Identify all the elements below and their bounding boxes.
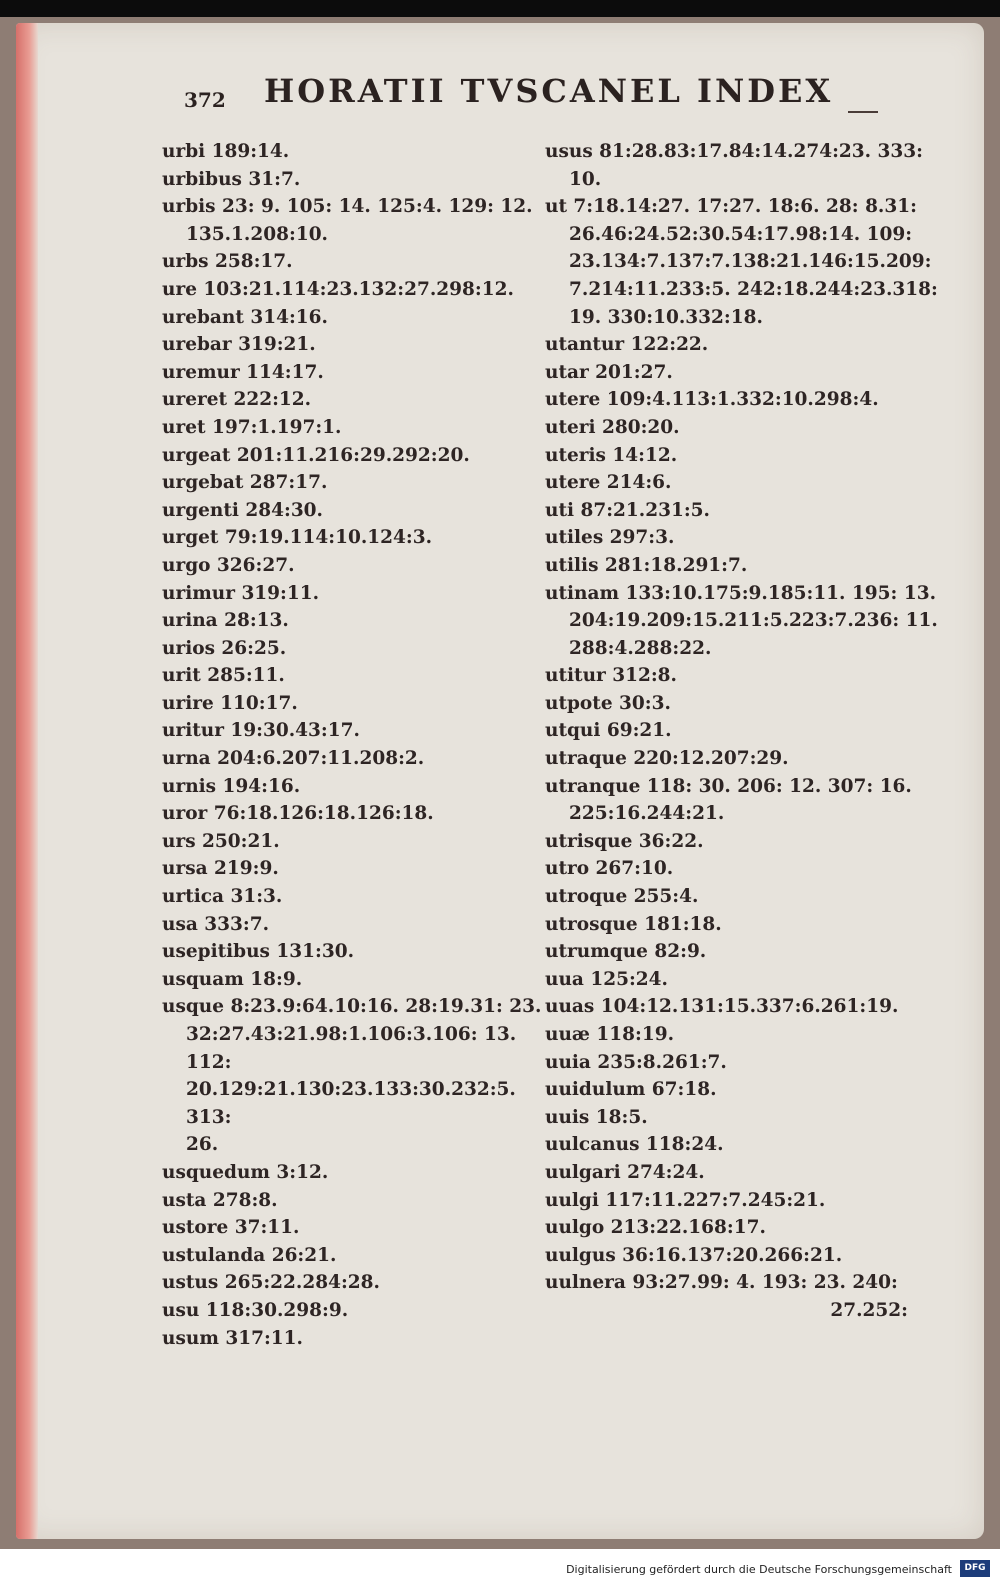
index-column-right	[545, 138, 940, 1325]
index-entry: utrosque 181:18.	[545, 913, 722, 935]
index-entry: utilis 281:18.291:7.	[545, 554, 748, 576]
index-entry: uulgus 36:16.137:20.266:21.	[545, 1244, 843, 1266]
index-entry: 19. 330:10.332:18.	[569, 306, 763, 328]
index-entry: 26.	[186, 1134, 219, 1156]
index-entry: utqui 69:21.	[545, 720, 672, 742]
index-entry: ustore 37:11.	[162, 1217, 300, 1239]
index-entry: urebant 314:16.	[162, 306, 328, 328]
index-entry: 32:27.43:21.98:1.106:3.106: 13. 112:	[186, 1024, 523, 1073]
index-entry: usum 317:11.	[162, 1327, 303, 1349]
index-entry: urget 79:19.114:10.124:3.	[162, 527, 433, 549]
index-entry: urgebat 287:17.	[162, 472, 328, 494]
index-entry: urit 285:11.	[162, 665, 285, 687]
index-entry: uritur 19:30.43:17.	[162, 720, 360, 742]
footer-credit: Digitalisierung gefördert durch die Deutsche Forschungsgemeinschaft	[566, 1563, 952, 1576]
index-entry: urbi 189:14.	[162, 141, 290, 162]
index-entry: uremur 114:17.	[162, 361, 324, 383]
index-entry: 7.214:11.233:5. 242:18.244:23.318:	[569, 278, 938, 300]
index-entry: usquam 18:9.	[162, 968, 303, 990]
index-entry: 10.	[569, 168, 602, 190]
index-entry: utantur 122:22.	[545, 334, 709, 356]
index-entry: uti 87:21.231:5.	[545, 499, 710, 521]
index-entry: utranque 118: 30. 206: 12. 307: 16.	[545, 775, 912, 797]
index-entry: urios 26:25.	[162, 637, 287, 659]
index-entry: 288:4.288:22.	[569, 637, 712, 659]
index-entry: usquedum 3:12.	[162, 1161, 329, 1183]
index-entry: 26.46:24.52:30.54:17.98:14. 109:	[569, 223, 913, 245]
index-entry: urbs 258:17.	[162, 251, 293, 273]
header-dash	[848, 111, 878, 113]
index-entry: usu 118:30.298:9.	[162, 1299, 349, 1321]
index-entry: usque 8:23.9:64.10:16. 28:19.31: 23.	[162, 996, 542, 1018]
index-entry: ureret 222:12.	[162, 389, 312, 411]
index-entry: 204:19.209:15.211:5.223:7.236: 11.	[569, 610, 938, 632]
running-title: HORATII TVSCANEL INDEX	[264, 72, 834, 110]
index-entry: urtica 31:3.	[162, 886, 283, 908]
page-number: 372	[184, 88, 226, 112]
index-entry: urina 28:13.	[162, 610, 289, 632]
index-entry: ut 7:18.14:27. 17:27. 18:6. 28: 8.31:	[545, 196, 917, 218]
index-entry: urs 250:21.	[162, 830, 280, 852]
index-entry: usa 333:7.	[162, 913, 270, 935]
index-entry: uuidulum 67:18.	[545, 1079, 717, 1101]
index-entry: 27.252:	[830, 1299, 908, 1321]
index-entry: uuas 104:12.131:15.337:6.261:19.	[545, 996, 899, 1018]
index-entry: uulgi 117:11.227:7.245:21.	[545, 1189, 826, 1211]
index-entry: urgo 326:27.	[162, 554, 295, 576]
index-entry: utiles 297:3.	[545, 527, 675, 549]
index-entry: uteri 280:20.	[545, 416, 680, 438]
index-entry: ure 103:21.114:23.132:27.298:12.	[162, 278, 514, 300]
index-entry: uulcanus 118:24.	[545, 1134, 724, 1156]
index-entry: urimur 319:11.	[162, 582, 320, 604]
index-entry: utere 109:4.113:1.332:10.298:4.	[545, 389, 879, 411]
index-entry: uuæ 118:19.	[545, 1024, 675, 1045]
index-entry: urbis 23: 9. 105: 14. 125:4. 129: 12.	[162, 196, 533, 218]
page-edge	[16, 23, 38, 1539]
index-entry: urbibus 31:7.	[162, 168, 301, 190]
index-entry: uret 197:1.197:1.	[162, 416, 342, 438]
index-entry: uulgari 274:24.	[545, 1161, 705, 1183]
index-entry: ursa 219:9.	[162, 858, 279, 880]
index-entry: urna 204:6.207:11.208:2.	[162, 748, 425, 770]
index-entry: urire 110:17.	[162, 692, 298, 714]
index-entry: ustus 265:22.284:28.	[162, 1272, 380, 1294]
index-column-left	[162, 138, 542, 1352]
index-entry: utro 267:10.	[545, 858, 674, 880]
index-entry: uteris 14:12.	[545, 444, 678, 466]
index-entry: urgeat 201:11.216:29.292:20.	[162, 444, 470, 466]
index-entry: ustulanda 26:21.	[162, 1244, 337, 1266]
index-entry: utinam 133:10.175:9.185:11. 195: 13.	[545, 582, 937, 604]
index-entry: utraque 220:12.207:29.	[545, 748, 789, 770]
index-entry: uulnera 93:27.99: 4. 193: 23. 240:	[545, 1272, 898, 1294]
index-entry: 23.134:7.137:7.138:21.146:15.209:	[569, 251, 932, 273]
index-entry: urgenti 284:30.	[162, 499, 323, 521]
index-entry: urebar 319:21.	[162, 334, 316, 356]
index-entry: utere 214:6.	[545, 472, 672, 494]
index-entry: 20.129:21.130:23.133:30.232:5. 313:	[186, 1079, 523, 1128]
index-entry: utar 201:27.	[545, 361, 673, 383]
index-entry: uror 76:18.126:18.126:18.	[162, 803, 434, 825]
page-header	[184, 72, 884, 122]
index-entry: uuis 18:5.	[545, 1106, 648, 1128]
index-entry: usus 81:28.83:17.84:14.274:23. 333:	[545, 141, 923, 162]
index-entry: utrisque 36:22.	[545, 830, 704, 852]
index-entry: uuia 235:8.261:7.	[545, 1051, 727, 1073]
index-entry: utrumque 82:9.	[545, 941, 707, 963]
footer-bar	[0, 1549, 1000, 1590]
index-entry: urnis 194:16.	[162, 775, 301, 797]
index-entry: uua 125:24.	[545, 968, 668, 990]
index-entry: 135.1.208:10.	[186, 223, 329, 245]
index-entry: 225:16.244:21.	[569, 803, 725, 825]
index-entry: utitur 312:8.	[545, 665, 677, 687]
index-entry: uulgo 213:22.168:17.	[545, 1217, 766, 1239]
index-entry: utroque 255:4.	[545, 886, 699, 908]
index-entry: utpote 30:3.	[545, 692, 671, 714]
dfg-logo: DFG	[960, 1560, 990, 1577]
index-entry: usta 278:8.	[162, 1189, 278, 1211]
top-bar	[0, 0, 1000, 17]
index-entry: usepitibus 131:30.	[162, 941, 355, 963]
